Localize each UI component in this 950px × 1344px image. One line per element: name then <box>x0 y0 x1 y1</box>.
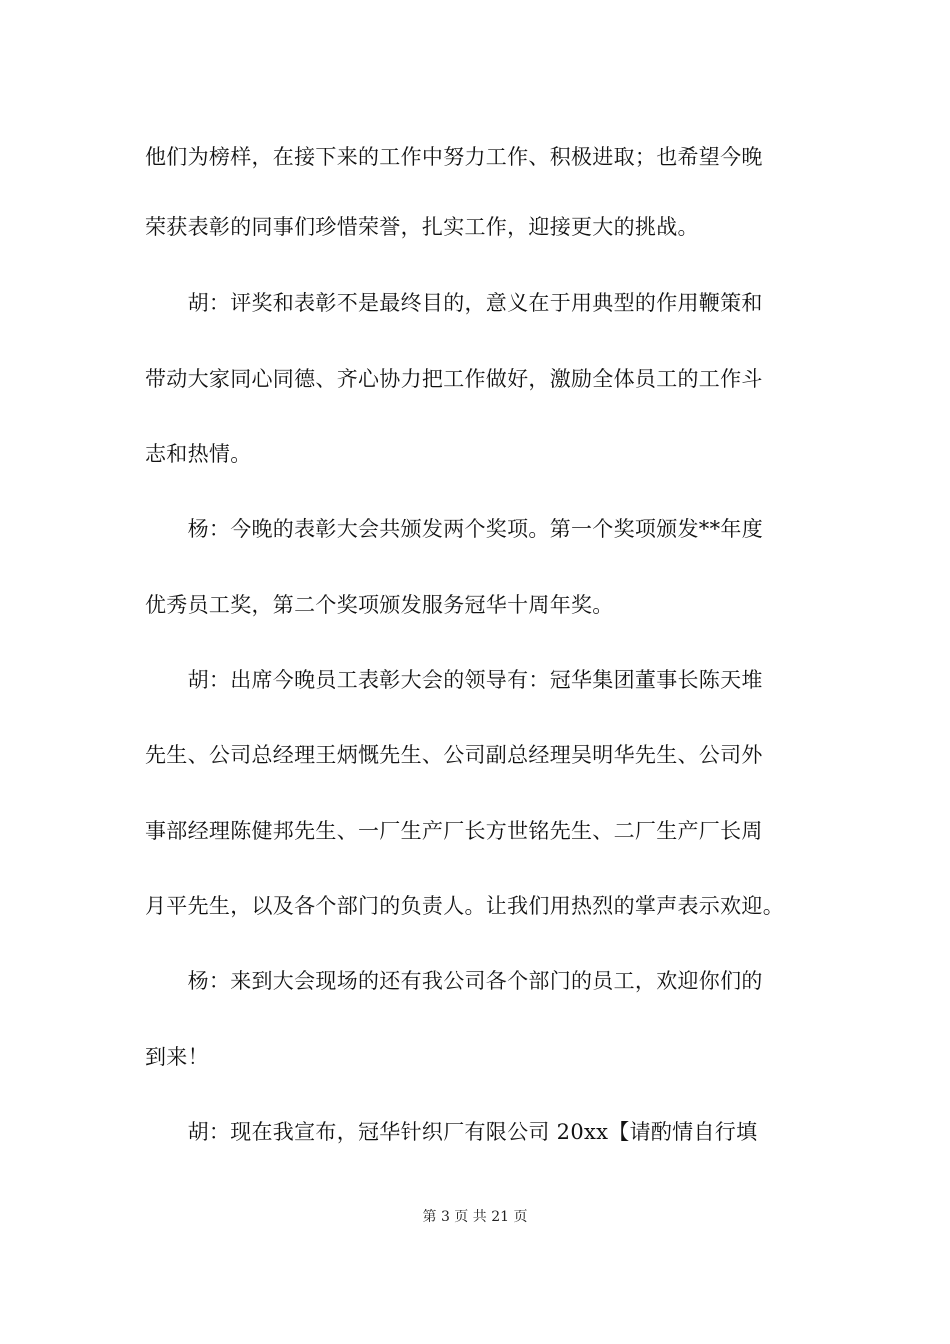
body-line: 带动大家同心同德、齐心协力把工作做好，激励全体员工的工作斗 <box>145 367 763 391</box>
body-line: 胡：出席今晚员工表彰大会的领导有：冠华集团董事长陈天堆 <box>145 668 763 692</box>
body-line: 先生、公司总经理王炳慨先生、公司副总经理吴明华先生、公司外 <box>145 743 763 767</box>
body-line: 杨：今晚的表彰大会共颁发两个奖项。第一个奖项颁发**年度 <box>145 517 763 541</box>
body-line: 志和热情。 <box>145 442 252 466</box>
body-line: 胡：评奖和表彰不是最终目的，意义在于用典型的作用鞭策和 <box>145 291 763 315</box>
body-line: 他们为榜样，在接下来的工作中努力工作、积极进取；也希望今晚 <box>145 145 763 169</box>
body-line: 杨：来到大会现场的还有我公司各个部门的员工，欢迎你们的 <box>145 969 763 993</box>
body-line: 优秀员工奖，第二个奖项颁发服务冠华十周年奖。 <box>145 593 614 617</box>
body-line: 荣获表彰的同事们珍惜荣誉，扎实工作，迎接更大的挑战。 <box>145 215 699 239</box>
body-line: 到来！ <box>145 1045 209 1069</box>
body-line: 事部经理陈健邦先生、一厂生产厂长方世铭先生、二厂生产厂长周 <box>145 819 763 843</box>
body-line: 月平先生，以及各个部门的负责人。让我们用热烈的掌声表示欢迎。 <box>145 894 784 918</box>
body-line: 胡：现在我宣布，冠华针织厂有限公司 20xx【请酌情自行填 <box>145 1120 758 1144</box>
page-number-footer: 第 3 页 共 21 页 <box>422 1209 528 1225</box>
